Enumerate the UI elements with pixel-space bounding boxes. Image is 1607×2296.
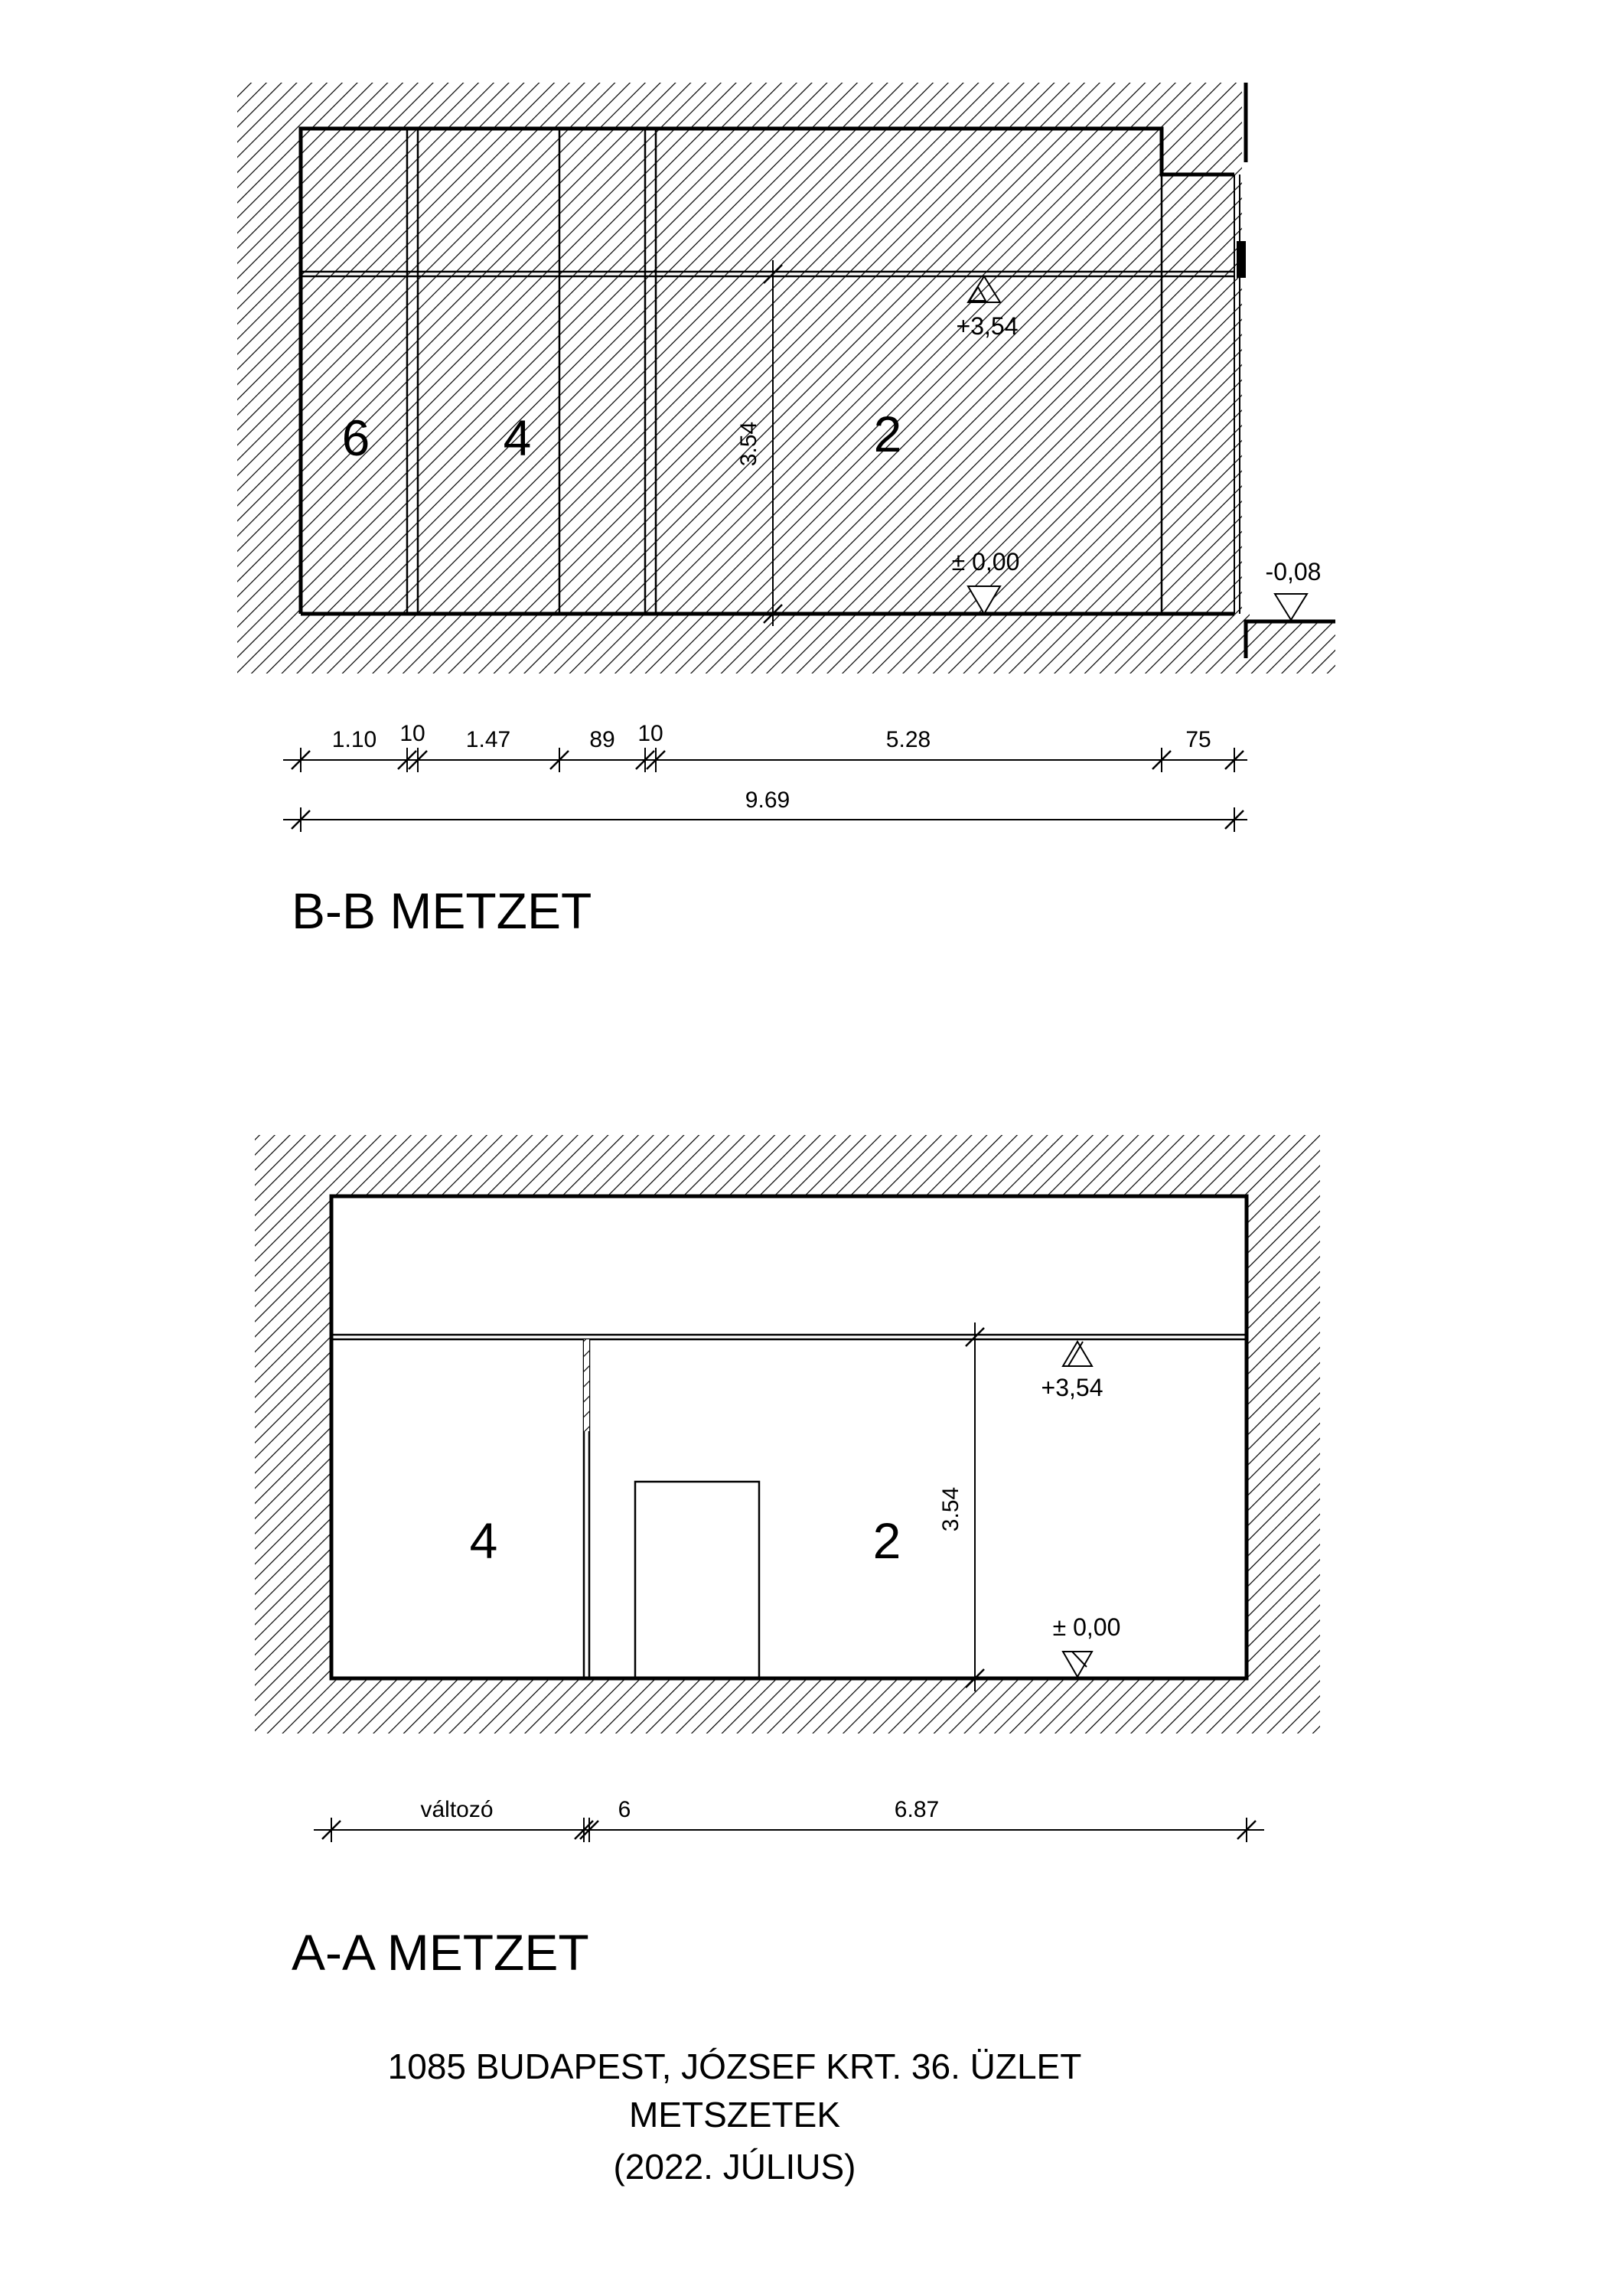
- dim-label: 89: [589, 727, 615, 752]
- section-bb-room-2: 2: [873, 406, 902, 462]
- section-bb-wall-hatch-fill: [237, 83, 301, 673]
- dim-label: 1.47: [465, 727, 511, 752]
- section-bb-level-top: +3,54: [956, 312, 1019, 340]
- section-bb-room-4: 4: [503, 409, 532, 466]
- dim-label: változó: [420, 1797, 494, 1822]
- section-bb-facade-bracket: [1237, 241, 1246, 278]
- section-bb-corner-hatch: [1162, 83, 1242, 174]
- section-bb-ceiling-hatch: [237, 83, 1242, 129]
- section-bb-level-outside-marker: [1275, 594, 1307, 620]
- title-block: [388, 2047, 1082, 2187]
- section-bb-height-dim: 3.54: [736, 421, 761, 467]
- dim-label: 6.87: [894, 1797, 940, 1822]
- section-bb-room-6: 6: [341, 409, 370, 466]
- section-bb-floor-hatch: [237, 614, 1250, 673]
- section-aa-room-4: 4: [469, 1512, 498, 1569]
- dim-label: 5.28: [885, 727, 931, 752]
- dim-label: 10: [637, 721, 663, 746]
- section-aa: [255, 1135, 1320, 1981]
- section-bb-level-floor: ± 0,00: [951, 548, 1020, 576]
- footer-address: 1085 BUDAPEST, JÓZSEF KRT. 36. ÜZLET: [387, 2047, 1082, 2086]
- dim-label: 6: [618, 1797, 631, 1822]
- footer-date: (2022. JÚLIUS): [613, 2147, 856, 2187]
- section-bb-title: B-B METZET: [292, 882, 592, 939]
- section-bb: [237, 83, 1335, 939]
- section-aa-level-top: +3,54: [1041, 1374, 1103, 1401]
- section-aa-interior: [331, 1196, 1247, 1678]
- section-aa-title: A-A METZET: [292, 1924, 589, 1981]
- dim-label: 75: [1185, 727, 1211, 752]
- footer-sheet-name: METSZETEK: [628, 2095, 841, 2135]
- dim-label: 10: [399, 721, 425, 746]
- dim-label: 1.10: [331, 727, 377, 752]
- section-aa-level-floor: ± 0,00: [1052, 1613, 1121, 1641]
- section-bb-ground-hatch: [1250, 621, 1335, 673]
- section-bb-dim-total: 9.69: [745, 788, 790, 813]
- section-aa-height-dim: 3.54: [938, 1486, 963, 1532]
- section-aa-room-2: 2: [872, 1512, 901, 1569]
- section-aa-partition-lintel: [584, 1339, 589, 1431]
- section-bb-level-outside: -0,08: [1265, 558, 1322, 585]
